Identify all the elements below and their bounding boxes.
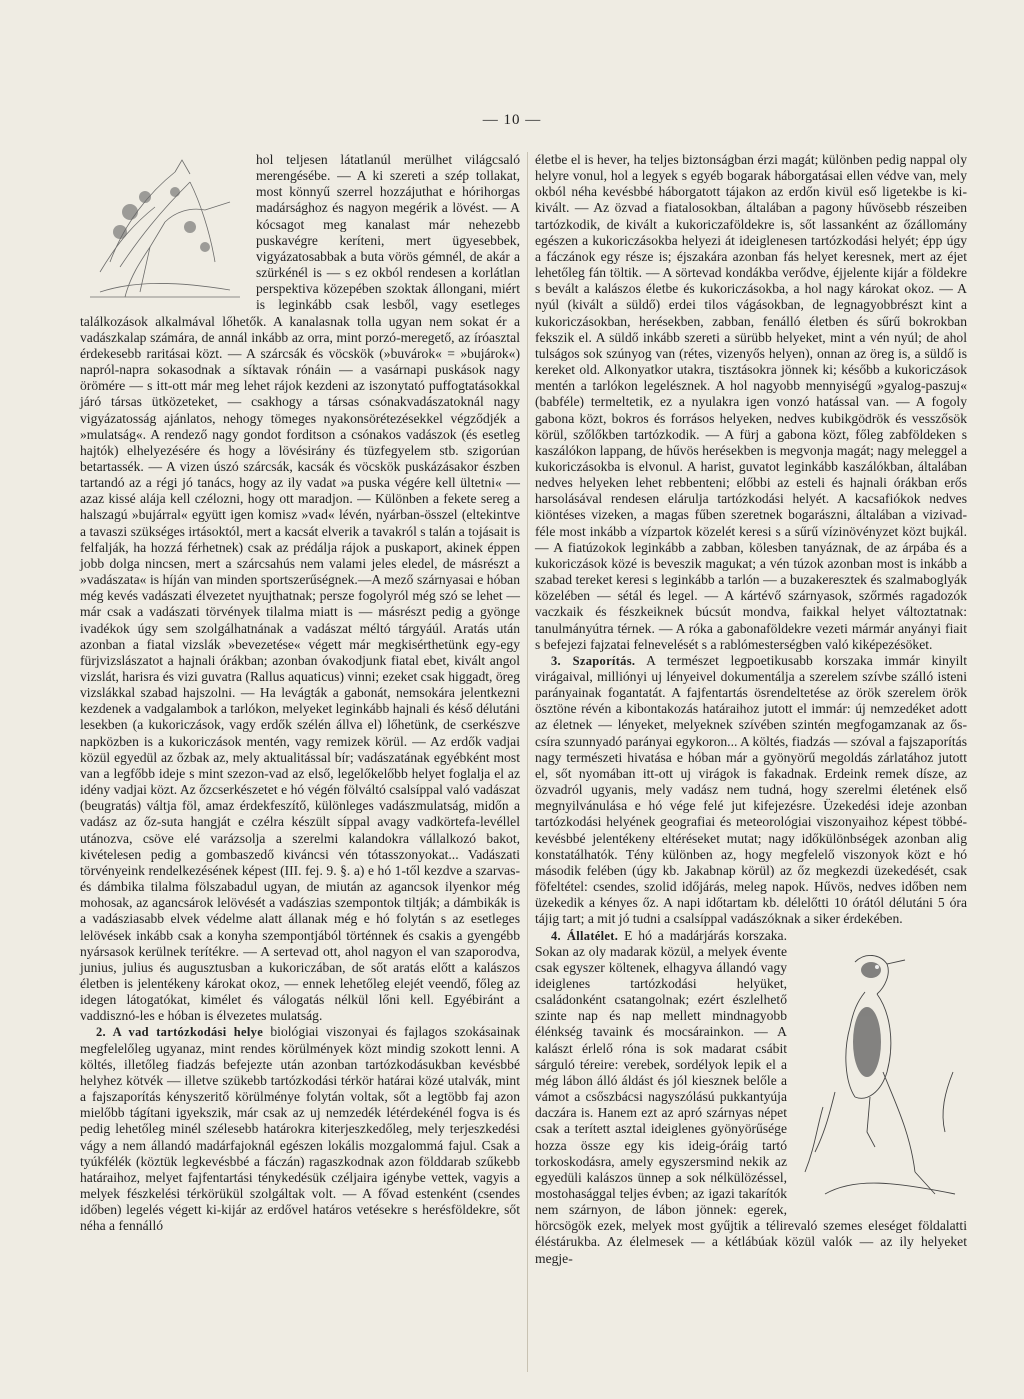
section-2-heading: 2. A vad tartózkodási helye [96, 1025, 264, 1040]
heron-illustration [80, 152, 248, 304]
right-paragraph-1: életbe el is hever, ha teljes biztonságban érzi magát; különben pedig nappal oly helyre vonul, hol a legyek s egyéb bogarak háborgatásai ellen védve van, mely okból néha kevésbbé háborgatott tájakon az erdőn kivül eső ligetekbe is ki-kivált. — Az özvad a fiatalosokban, általában a pagony hűvösebb részeiben tartózkodik, de kivált a kukoriczaföldekre is, sőt lassanként az őzállomány egészen a kukoriczásokba helyezi át ideiglenesen tartózkodási helyét; épp úgy a fáczánok egy része is; éjszakára azonban fás helyet keresnek, mert az éjet lehetőleg fán töltik. — A sörtevad kondákba verődve, éjjelente kijár a földekre s bevált a kalászos életbe és kukoriczásokba, a hol nagy károkat okoz. — A nyúl (kivált a süldő) erdei tilos vágásokban, de legnagyobbrészt kint a kukoriczásokban, herésekben, zabban, fenálló életben és sűrű bokrokban fekszik el. A süldő inkább szereti a sürübb helyeket, mint a vén nyúl; de ahol tulságos sok szúnyog van (rétes, vizenyős helyen), onnan az öreg is, a süldő is kereket old. Alkonyatkor utakra, tisztásokra jönnek ki; később a kukoriczások mentén a tarlókon legelésznek. A hol nagyobb mennyiségű »gyalog-paszuj« (babféle) termeltetik, ez a nyulakra igen vonzó hatással van. — A fogoly gabona közt, bokros és forrásos helyeken, nedves kubikgödrök és vesszősök körül, szőlőkben tartózkodik. — A fürj a gabona közt, főleg zabföldeken s kaszálókon lappang, de hűvös herésekben is megvonja magát; nagy meleggel a kukoriczásokba is elvonul. A harist, guvatot leginkább kaszálókban, általában nedves helyeken lehet rebbenteni; előbbi az esteli és hajnali órákban erős harsolásával rendesen elárulja tartózkodási helyét. A kacsafiókok nedves kiöntéses vizeken, a magas fűben szeretnek bogarászni, általában a vizivad-féle most inkább a vízpartok közelét keresi s a sűrű vízinövényzet közt bujkál. — A fiatúzokok leginkább a zabban, kölesben tanyáznak, de az árpába és a kukoriczások közé is beveszik magukat; a vén túzok azonban most is inkább a szabad tereket keresi s leginkább a tarlón — a buzakeresztek és szalmaboglyák közelében — sétál és legel. — A kártévő szárnyasok, szőrmés ragadozók vaczkaik és fészkeiknek búcsút mondva, faikkal helyet változtatnak: tanulmányútra térnek. — A róka a gabonaföldekre vezeti mármár anyányi fiait s befejezi fajzatai felnevelését s a rablómesterségben való kiképezésöket. [535, 152, 967, 652]
section-4-text: E hó a madárjárás korszaka. Sokan az oly madarak közül, a melyek évente csak egyszer költenek, elhagyva állandó vagy ideiglenes tartózkodási helyüket, családonként csatangolnak; ezért észlelhető szinte nap és nap mellett mindnagyobb élénkség tavaink és mocsárainkon. — A kalászt érlelő róna is sok madarat csábit sárguló téreire: verebek, sordélyok lepik el a még lábon álló áldást és jól kiesznek belőle a vámot a csőszbácsi nagyszólású pukkantyúja daczára is. Hanem ezt az apró szárnyas népet csak a terített asztal ideiglenes gyönyörűsége hozza össze egy kis ideig-óráig tartó torkoskodásra, amely egyszersmind nekik az egyedüli kalászos ünnep a sok nélkülözéssel, mostohasággal teljes évben; az igazi takarítók nem szárnyon, de lábon jönnek: egerek, hörcsögök ezek, melyek most gyűjtik a télirevaló szemes eleséget földalatti éléstárukba. Az élelmesek — a kétlábúak közül valók — az ily helyeket megje- [535, 927, 967, 1266]
section-3-heading: 3. Szaporítás. [551, 653, 636, 668]
section-2-text: biológiai viszonyai és fajlagos szokásainak megfelelőleg ugyanaz, mint rendes körülmények közt mindig szokott lenni. A költés, illetőleg fiadzás befejezte után azonban tartózkodásukban kevésbbé helyhez kötvék — illetve szükebb tartózkodási térkör határai közé utalvák, mint a fajszaporítás kényszeritő körülménye folytán voltak, sőt a legtöbb faj azon mielőbb tágítani igyekszik, már csak az uj nemzedék létérdekénél fogva is és pedig lehetőleg minél szélesebb határokra kiterjeszkedőleg, mely terjeszkedési vágy a nem állandó madárfajoknál egészen lokális mozgalommá fajul. Csak a tyúkfélék (köztük legkevésbbé a fáczán) ragaszkodnak azon földdarab szűkebb határaihoz, melyet fajfentartási ténykedésük czéljaira igénybe vettek, vagyis a melyek fészkelési térkörükül szolgáltak volt. — A fővad estenként (csendes időben) legelés végett ki-kijár az erdővel határos vetésekre s herésföldekre, sőt néha a fennálló [80, 1024, 520, 1234]
section-3-text: A természet legpoetikusabb korszaka immár kinyilt virágaival, milliónyi uj lényeivel dokumentálja a szerelem szívbe szálló isteni parányainak fogantatát. A fajfentartás ösrendeltetése az örök szerelem örök ösztöne révén a kibontakozás határaihoz jutott el immár: új nemzedéket adott az életnek — lényeket, melyeknek szívében szintén megfogamzanak az ős-csíra szunnyadó parányai egykoron... A költés, fiadzás — szóval a fajszaporítás nagy természeti hivatása e hóban már a gyönyörű megoldás zárlatához jutott el, sőt nyomában itt-ott uj virágok is fakadnak. Erdeink remek dísze, az özvadról ugyanis, mely vadász nem tudná, hogy szerelmi életének első megnyilvánulása e hó vége felé jut kifejezésre. Üzekedési ideje azonban tartózkodási helyének geografiai és meteorológiai viszonyaihoz képest többé-kevésbbé jelentékeny eltéréseket mutat; nagy időkülönbségek azonban alig konstatálhatók. Tény különben az, hogy megfelelő viszonyok közt e hó második felében (úgy kb. Jakabnap körül) az őz megkezdi üzekedését, csak föfeltétel: csendes, szolid időjárás, meleg napok. Hűvös, nedves időben nem üzekedik a kényes őz. A napi időtartam kb. délelőtti 10 órától délutáni 5 óra tájig tart; a mit jó tudni a csalsíppal vadászóknak a siker érdekében. [535, 652, 967, 927]
left-column [80, 152, 520, 1234]
page-number: — 10 — [482, 112, 542, 128]
section-2 [80, 1024, 520, 1234]
right-column [535, 152, 967, 1267]
heron-sketch-icon [80, 152, 248, 304]
bird-sketch-icon [795, 932, 967, 1202]
section-4 [535, 928, 967, 1267]
column-divider [527, 152, 528, 1372]
left-paragraph: hol teljesen látatlanúl merülhet világcsaló merengésébe. — A ki szereti a szép tollakat, most könnyű szerrel hozzájuthat e hórihorgas madársághoz és nagyon megérik a lövést. — A kócsagot meg kanalast már nehezebb puskavégre keríteni, mert ügyesebbek, vigyázatosabbak a buta vörös gémnél, de akár a szürkénél is — s ez okból rendesen a korlátlan perspektiva közepében szoktak állongani, miért is leginkább csak lesből, vagy esetleges találkozások alkalmával lőhetők. A kanalasnak tolla ugyan nem sokat ér a vadászkalap számára, de annál inkább az orra, mint porzó-meregető, az íróasztal érdekesebb raritásai közt. — A szárcsák és vöcskök (»buvárok« = »bujárok«) napról-napra sokasodnak a síktavak rónáin — a vasárnapi puskások nagy örömére — s itt-ott már meg lehet rájok kezdeni az iszonytató puffogtatásokkal járó társas ütközeteket, — csakhogy a társas csónakvadászatoknál nagy vigyázatosság ajánlatos, nehogy tömeges nyakonsörétezésekkel végződjék a »mulatság«. A rendező nagy gondot forditson a csónakos vadászok (és esetleg hajtók) elhelyezésére és hogy a lövésirány és tüzfegyelem stb. szigorúan betartassék. — A vizen úszó szárcsák, kacsák és vöcskök puskázásakor észben tartandó az a régi jó tanács, hogy az ily vadat »a puska végére kell ültetni« — azaz kissé alája kell czélozni, hogy ott maradjon. — Különben a fekete sereg a halszagú »bujárral« együtt igen komisz »vad« lévén, nyárban-összel (eltekintve a tavaszi szükséges irtásoktól, mert a kacsát elverik a tavakról s talán a tojásait is felfalják, ha hozzá férhetnek) csak az prédálja rájok a puskaport, akinek éppen jobb dolga nincsen, mert a szárcsahús nem valami jeles eledel, de másrészt a »vadászata« is híján van minden sportszerűségnek.—A mező szárnyasai e hóban még kevés vadászati élvezetet nyujthatnak; persze fogolyról még szó se lehet — már csak a vadászati törvények tilalma miatt is — másrészt pedig a gyönge ivadékok úgy sem szolgálhatnának a vadászat méltó tárgyáúl. Aratás után azonban a fiatal vizslák »bevezetése« végett már megkisérthetünk egy-egy fürjvizslászatot a hajnali órákban; azonban óvakodjunk fiatal ebet, kivált angol vizslát, harisra és vizi guvatra (Rallus aquaticus) vinni; ezeket csak higgadt, öreg vizslákkal szabad hajszolni. — Ha levágták a gabonát, nemsokára jelentkezni kezdenek a vadgalambok a tarlókon, melyeket leginkább hajnali és késő délutáni lesekben (a kukoriczások, vagy erdők szélén állva el) lőhetünk, de cserkészve napközben is a kukoriczások mentén, vagy remizek körül. — Az erdők vadjai közül egyedül az őzbak az, mely aktualitással bír; vadászatának egyébként most van a legfőbb ideje s mint szezon-vad az első, legelőkelőbb helyet foglalja el az idény vadjai közt. Az őzcserkészetet e hó végén fölváltó csalsíppal való vadászat (beugratás) váltja föl, amaz érdekfeszítő, különleges vadászmulatság, midőn a vadász az őz-suta hangját e czélra készült síppal avagy vadkörtefa-levéllel utánozva, csöve elé varázsolja a szerelmi kalandokra vállalkozó bakot, kivételesen pedig a gombaszedő kiváncsi vén tótasszonyokat... Vadászati törvényeink rendelkezésének képest (III. fej. 9. §. a) e hó 1-től kezdve a szarvas- és dámbika tilalma fölszabadul ugyan, de miután az agancsok ilyenkor még mohosak, az agancsárok lelövését a vadászias szempontok tiltják; a dámbikák is a vadásziasabb elvek védelme alatt állanak még e hó folytán s az esetleges lelövések inkább csak a konyha szempontjából történnek és csakis a gyengébb nyársasok kerülnek terítékre. — A sertevad ott, ahol nagyon el van szaporodva, junius, julius és augusztusban a kukoriczában, de sőt aratás előtt a kalászos életben is jelentékeny károkat okoz, — ennek lehetőleg elejét veendő, főleg az idegen látogatókat, kimélet és válogatás nélkül lőni kell. Egyébiránt a vaddisznó-les e hóban is élvezetes mulatság. [80, 152, 520, 1024]
bird-illustration [795, 932, 967, 1202]
section-3 [535, 653, 967, 928]
section-4-heading: 4. Állatélet. [551, 928, 619, 943]
